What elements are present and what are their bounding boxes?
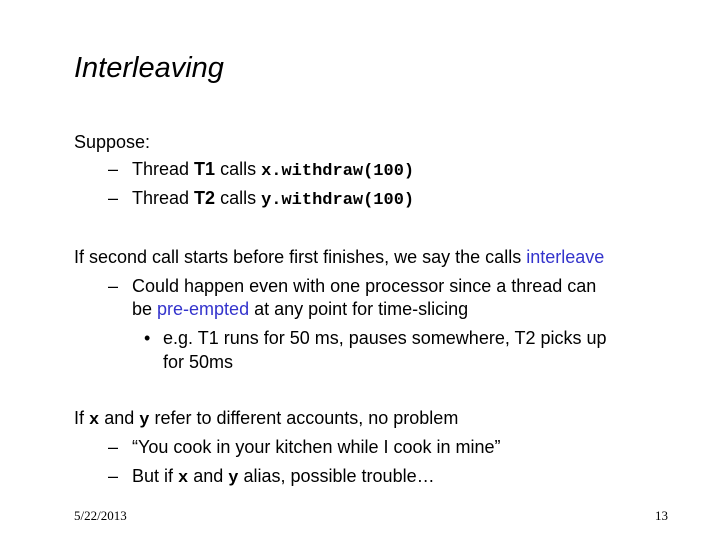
accounts-x: x	[89, 411, 100, 430]
preempt-pre: be	[132, 299, 158, 319]
alias-mid: and	[188, 466, 229, 486]
accounts-line	[74, 407, 458, 432]
interleave-pre: If second call starts before first finishes, we say the calls	[74, 247, 527, 267]
thread1-mid: calls	[215, 159, 262, 179]
kitchen-quote: “You cook in your kitchen while I cook in mine”	[132, 437, 501, 457]
slide-title: Interleaving	[74, 52, 224, 84]
dash-marker: –	[108, 276, 119, 296]
accounts-y: y	[139, 411, 150, 430]
thread1-name: T1	[194, 159, 216, 179]
thread1-code: x.withdraw(100)	[261, 162, 415, 181]
example-line-2: for 50ms	[163, 352, 234, 372]
alias-x: x	[178, 469, 189, 488]
bullet-marker: •	[144, 328, 151, 348]
example-line-1: e.g. T1 runs for 50 ms, pauses somewhere, T2 picks up	[163, 328, 607, 348]
accounts-mid: and	[99, 408, 140, 428]
thread2-pre: Thread	[132, 188, 195, 208]
thread2-mid: calls	[215, 188, 262, 208]
preempt-term: pre-empted	[157, 299, 250, 319]
dash-marker: –	[108, 188, 119, 208]
processor-line-2	[132, 298, 468, 321]
accounts-post: refer to different accounts, no problem	[149, 408, 459, 428]
thread2-name: T2	[194, 188, 216, 208]
dash-marker: –	[108, 159, 119, 179]
accounts-pre: If	[74, 408, 90, 428]
alias-line	[132, 465, 435, 490]
interleave-line	[74, 246, 604, 269]
suppose-label: Suppose:	[74, 132, 151, 152]
alias-pre: But if	[132, 466, 179, 486]
thread2-code: y.withdraw(100)	[261, 191, 415, 210]
footer-date: 5/22/2013	[74, 508, 127, 523]
preempt-post: at any point for time-slicing	[249, 299, 469, 319]
processor-line-1: Could happen even with one processor since a thread can	[132, 276, 597, 296]
alias-y: y	[228, 469, 239, 488]
alias-post: alias, possible trouble…	[238, 466, 435, 486]
thread2-line	[132, 187, 414, 212]
dash-marker: –	[108, 437, 119, 457]
page-number: 13	[655, 508, 668, 523]
dash-marker: –	[108, 466, 119, 486]
thread1-pre: Thread	[132, 159, 195, 179]
interleave-term: interleave	[526, 247, 605, 267]
thread1-line	[132, 158, 414, 183]
